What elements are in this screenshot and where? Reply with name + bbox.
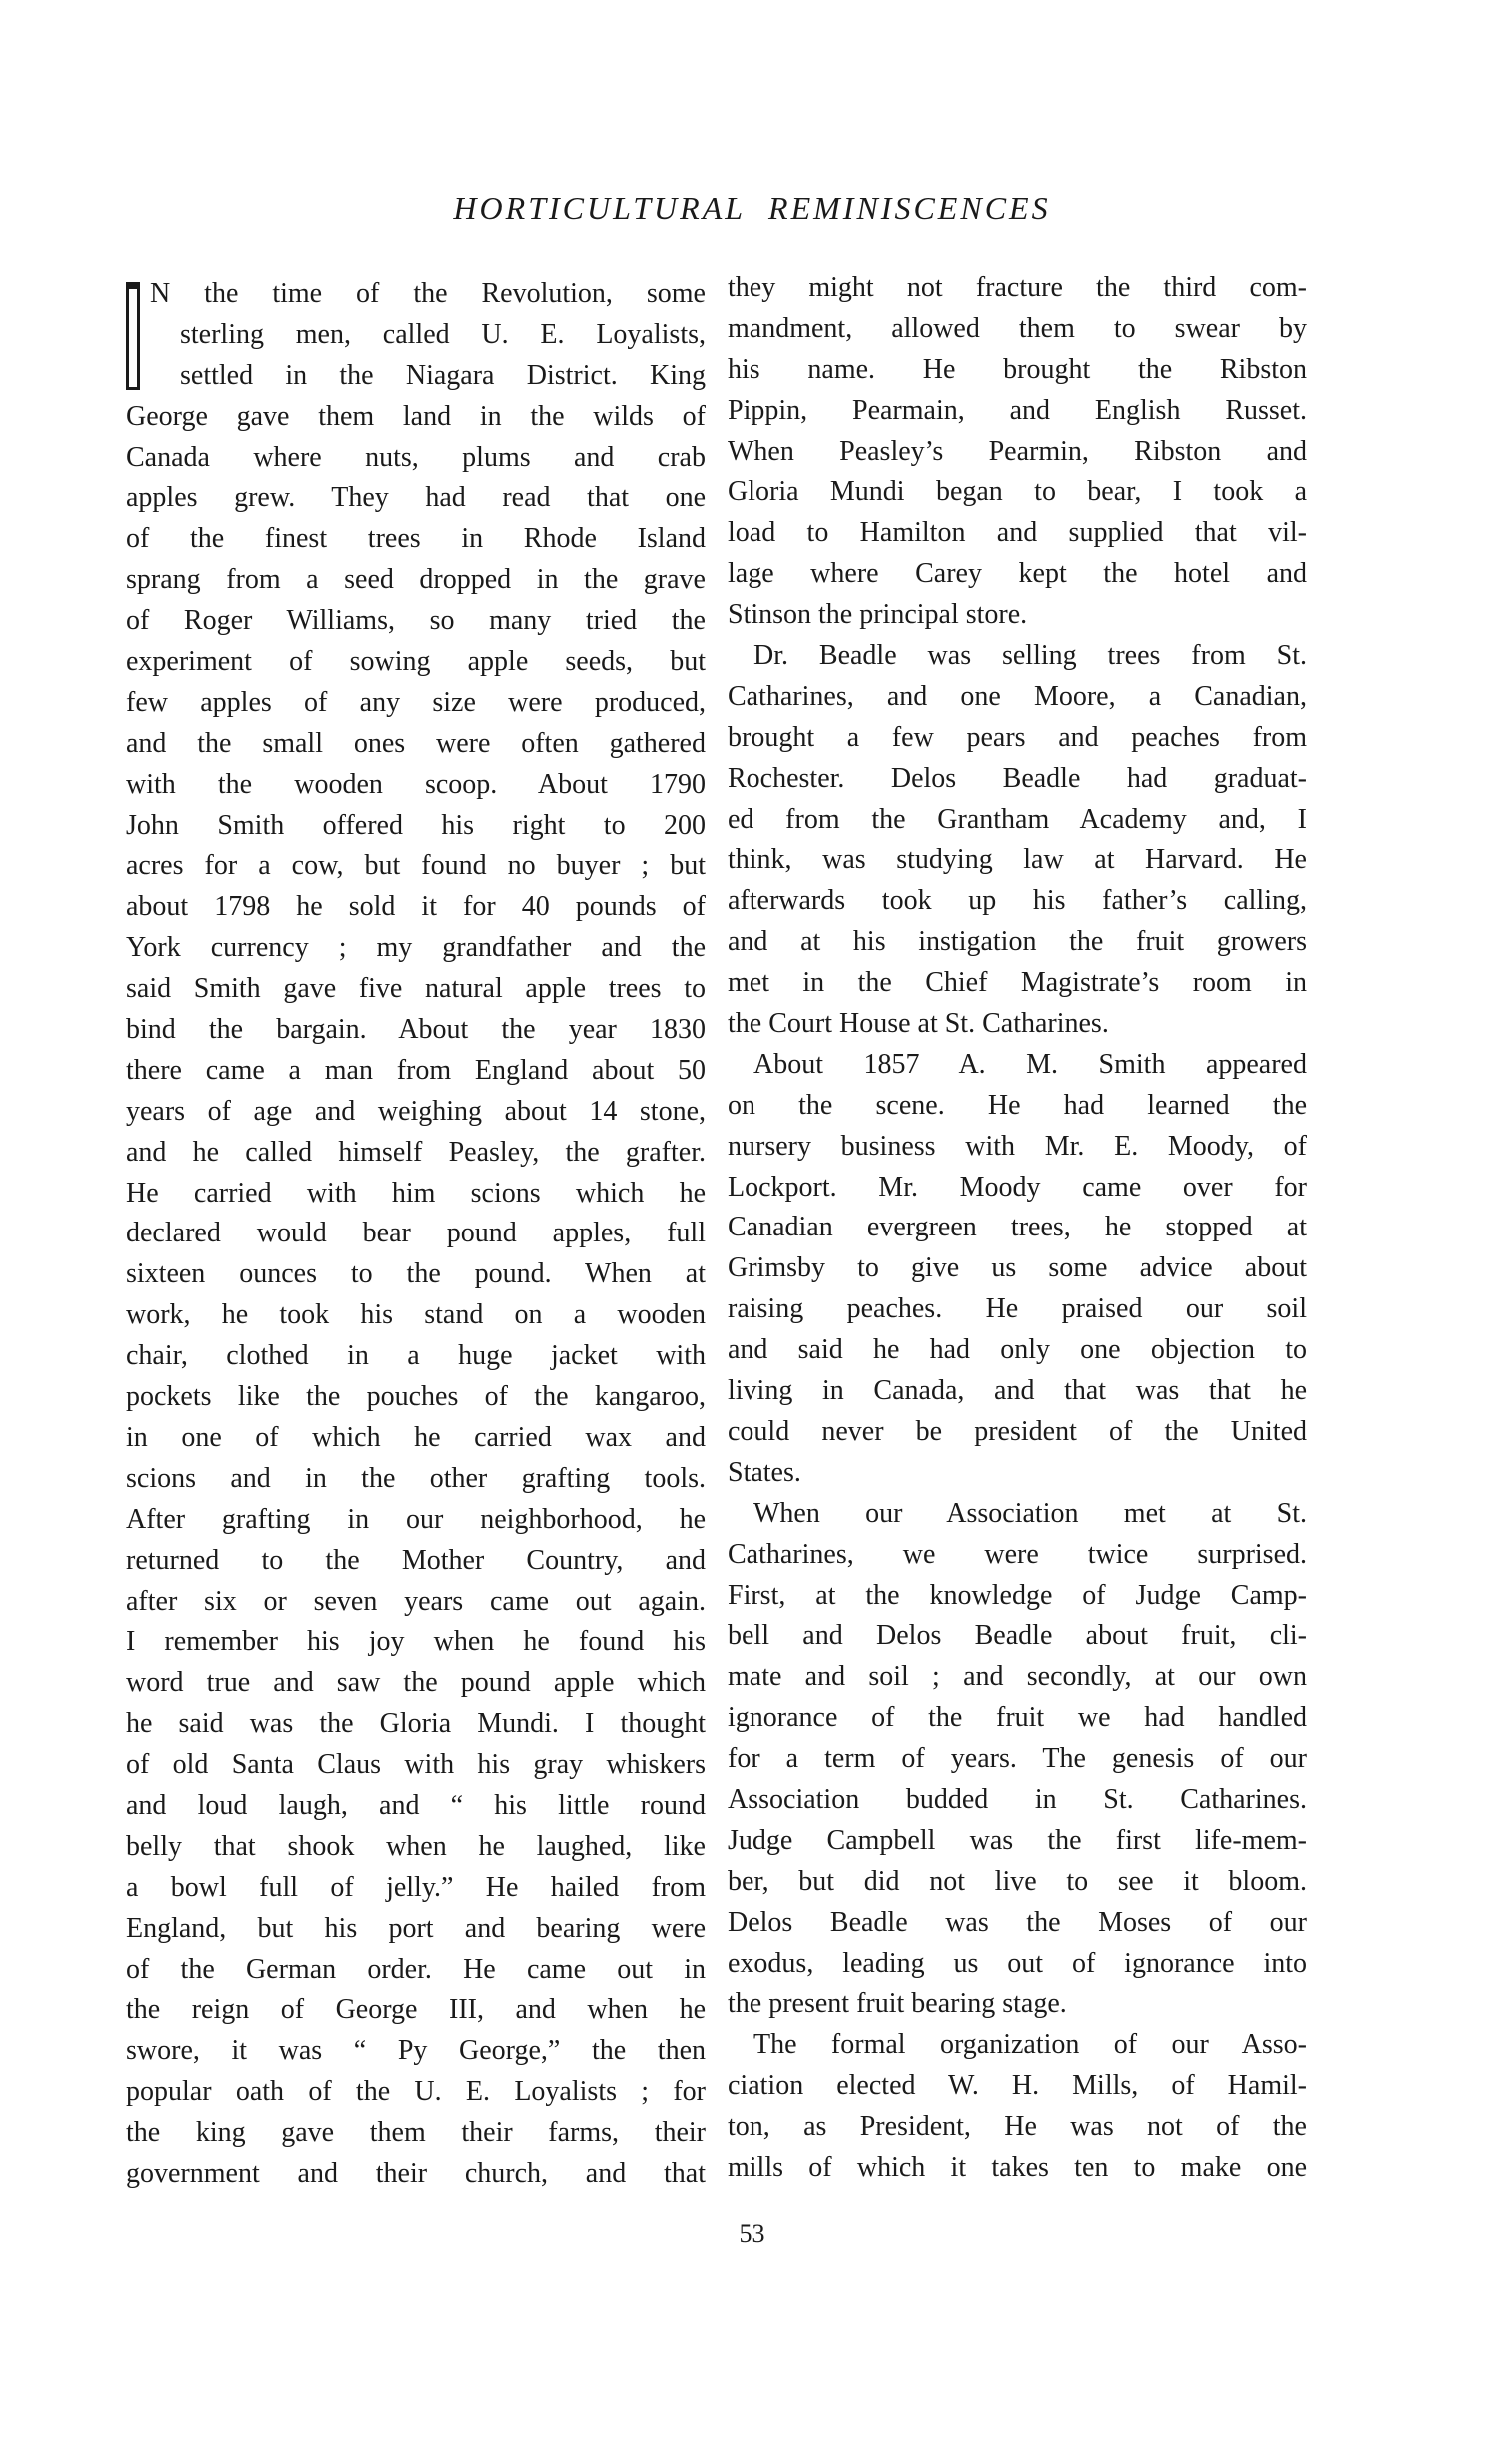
text-line: ber, but did not live to see it bloom. — [728, 1865, 1307, 1897]
text-line: Judge Campbell was the first life-mem- — [728, 1824, 1307, 1856]
text-line: lage where Carey kept the hotel and — [728, 558, 1307, 590]
text-line: ignorance of the fruit we had handled — [728, 1702, 1307, 1734]
text-line: exodus, leading us out of ignorance into — [728, 1947, 1307, 1979]
text-line: Dr. Beadle was selling trees from St. — [753, 640, 1307, 672]
text-line: sterling men, called U. E. Loyalists, — [180, 318, 706, 350]
text-line: John Smith offered his right to 200 — [126, 809, 706, 841]
text-line: States. — [728, 1456, 801, 1488]
text-line: ciation elected W. H. Mills, of Hamil- — [728, 2070, 1307, 2102]
text-line: and said he had only one objection to — [728, 1334, 1307, 1366]
text-line: the Court House at St. Catharines. — [728, 1008, 1109, 1040]
text-line: could never be president of the United — [728, 1415, 1307, 1447]
text-line: George gave them land in the wilds of — [126, 400, 706, 432]
text-line: think, was studying law at Harvard. He — [728, 844, 1307, 876]
text-line: sixteen ounces to the pound. When at — [126, 1258, 706, 1290]
text-line: there came a man from England about 50 — [126, 1054, 706, 1086]
text-line: York currency ; my grandfather and the — [126, 932, 706, 964]
text-line: of the finest trees in Rhode Island — [126, 523, 706, 555]
text-line: he said was the Gloria Mundi. I thought — [126, 1708, 706, 1740]
page-number: 53 — [739, 2219, 765, 2248]
text-line: Catharines, and one Moore, a Canadian, — [728, 680, 1307, 712]
text-line: and the small ones were often gathered — [126, 727, 706, 759]
text-line: Catharines, we were twice surprised. — [728, 1538, 1307, 1570]
text-line: of the German order. He came out in — [126, 1953, 706, 1985]
text-line: sprang from a seed dropped in the grave — [126, 564, 706, 596]
text-line: ed from the Grantham Academy and, I — [728, 803, 1307, 835]
text-line: apples grew. They had read that one — [126, 482, 706, 514]
text-line: England, but his port and bearing were — [126, 1912, 706, 1944]
text-line: swore, it was “ Py George,” the then — [126, 2035, 706, 2067]
text-line: When our Association met at St. — [753, 1497, 1307, 1529]
text-line: years of age and weighing about 14 stone, — [126, 1095, 706, 1127]
text-line: met in the Chief Magistrate’s room in — [728, 967, 1307, 999]
text-line: bell and Delos Beadle about fruit, cli- — [728, 1620, 1307, 1652]
text-line: they might not fracture the third com- — [728, 272, 1307, 303]
text-line: pockets like the pouches of the kangaroo, — [126, 1381, 706, 1413]
text-line: experiment of sowing apple seeds, but — [126, 646, 706, 678]
text-line: his name. He brought the Ribston — [728, 353, 1307, 385]
text-line: afterwards took up his father’s calling, — [728, 885, 1307, 917]
text-line: bind the bargain. About the year 1830 — [126, 1014, 706, 1046]
running-header — [0, 190, 1504, 227]
text-line: N the time of the Revolution, some — [150, 278, 706, 309]
text-line: on the scene. He had learned the — [728, 1089, 1307, 1121]
text-line: I remember his joy when he found his — [126, 1626, 706, 1658]
text-line: nursery business with Mr. E. Moody, of — [728, 1130, 1307, 1162]
text-line: with the wooden scoop. About 1790 — [126, 768, 706, 800]
text-line: word true and saw the pound apple which — [126, 1667, 706, 1699]
text-line: mandment, allowed them to swear by — [728, 312, 1307, 344]
right-column — [728, 268, 1307, 2189]
text-line: Delos Beadle was the Moses of our — [728, 1906, 1307, 1938]
text-line: and he called himself Peasley, the grafter. — [126, 1136, 706, 1168]
text-line: About 1857 A. M. Smith appeared — [753, 1048, 1307, 1080]
text-line: Grimsby to give us some advice about — [728, 1252, 1307, 1284]
text-line: and at his instigation the fruit growers — [728, 926, 1307, 958]
text-line: the reign of George III, and when he — [126, 1994, 706, 2026]
left-column — [126, 274, 706, 2195]
text-line: scions and in the other grafting tools. — [126, 1462, 706, 1494]
text-line: and loud laugh, and “ his little round — [126, 1789, 706, 1821]
text-line: about 1798 he sold it for 40 pounds of — [126, 891, 706, 923]
text-line: load to Hamilton and supplied that vil- — [728, 517, 1307, 549]
text-line: brought a few pears and peaches from — [728, 721, 1307, 753]
text-line: raising peaches. He praised our soil — [728, 1293, 1307, 1325]
text-line: mills of which it takes ten to make one — [728, 2151, 1307, 2183]
text-line: After grafting in our neighborhood, he — [126, 1503, 706, 1535]
drop-cap-initial — [126, 282, 140, 390]
text-line: work, he took his stand on a wooden — [126, 1299, 706, 1331]
text-line: after six or seven years came out again. — [126, 1585, 706, 1617]
text-line: Stinson the principal store. — [728, 599, 1028, 631]
text-line: Canada where nuts, plums and crab — [126, 441, 706, 473]
text-line: Rochester. Delos Beadle had graduat- — [728, 762, 1307, 794]
text-line: living in Canada, and that was that he — [728, 1375, 1307, 1407]
text-line: The formal organization of our Asso- — [753, 2029, 1307, 2061]
text-line: First, at the knowledge of Judge Camp- — [728, 1579, 1307, 1611]
text-line: acres for a cow, but found no buyer ; but — [126, 850, 706, 882]
text-line: belly that shook when he laughed, like — [126, 1830, 706, 1862]
text-line: Pippin, Pearmain, and English Russet. — [728, 394, 1307, 426]
text-line: a bowl full of jelly.” He hailed from — [126, 1871, 706, 1903]
text-line: the present fruit bearing stage. — [728, 1988, 1067, 2020]
text-line: the king gave them their farms, their — [126, 2117, 706, 2149]
text-line: mate and soil ; and secondly, at our own — [728, 1661, 1307, 1693]
text-line: popular oath of the U. E. Loyalists ; for — [126, 2076, 706, 2108]
text-line: of Roger Williams, so many tried the — [126, 605, 706, 637]
text-line: Canadian evergreen trees, he stopped at — [728, 1212, 1307, 1243]
text-line: declared would bear pound apples, full — [126, 1218, 706, 1249]
text-line: When Peasley’s Pearmin, Ribston and — [728, 435, 1307, 467]
text-line: ton, as President, He was not of the — [728, 2111, 1307, 2143]
text-line: returned to the Mother Country, and — [126, 1544, 706, 1576]
header-title-left: HORTICULTURAL — [453, 190, 747, 226]
text-line: Association budded in St. Catharines. — [728, 1783, 1307, 1815]
text-line: Gloria Mundi began to bear, I took a — [728, 476, 1307, 508]
text-line: for a term of years. The genesis of our — [728, 1743, 1307, 1775]
text-line: Lockport. Mr. Moody came over for — [728, 1171, 1307, 1203]
text-line: few apples of any size were produced, — [126, 686, 706, 718]
text-line: in one of which he carried wax and — [126, 1421, 706, 1453]
text-line: settled in the Niagara District. King — [180, 359, 706, 391]
text-line: chair, clothed in a huge jacket with — [126, 1340, 706, 1372]
text-line: government and their church, and that — [126, 2157, 706, 2189]
header-title-right: REMINISCENCES — [768, 190, 1051, 226]
text-line: said Smith gave five natural apple trees to — [126, 973, 706, 1005]
text-line: He carried with him scions which he — [126, 1177, 706, 1209]
text-line: of old Santa Claus with his gray whiskers — [126, 1749, 706, 1781]
